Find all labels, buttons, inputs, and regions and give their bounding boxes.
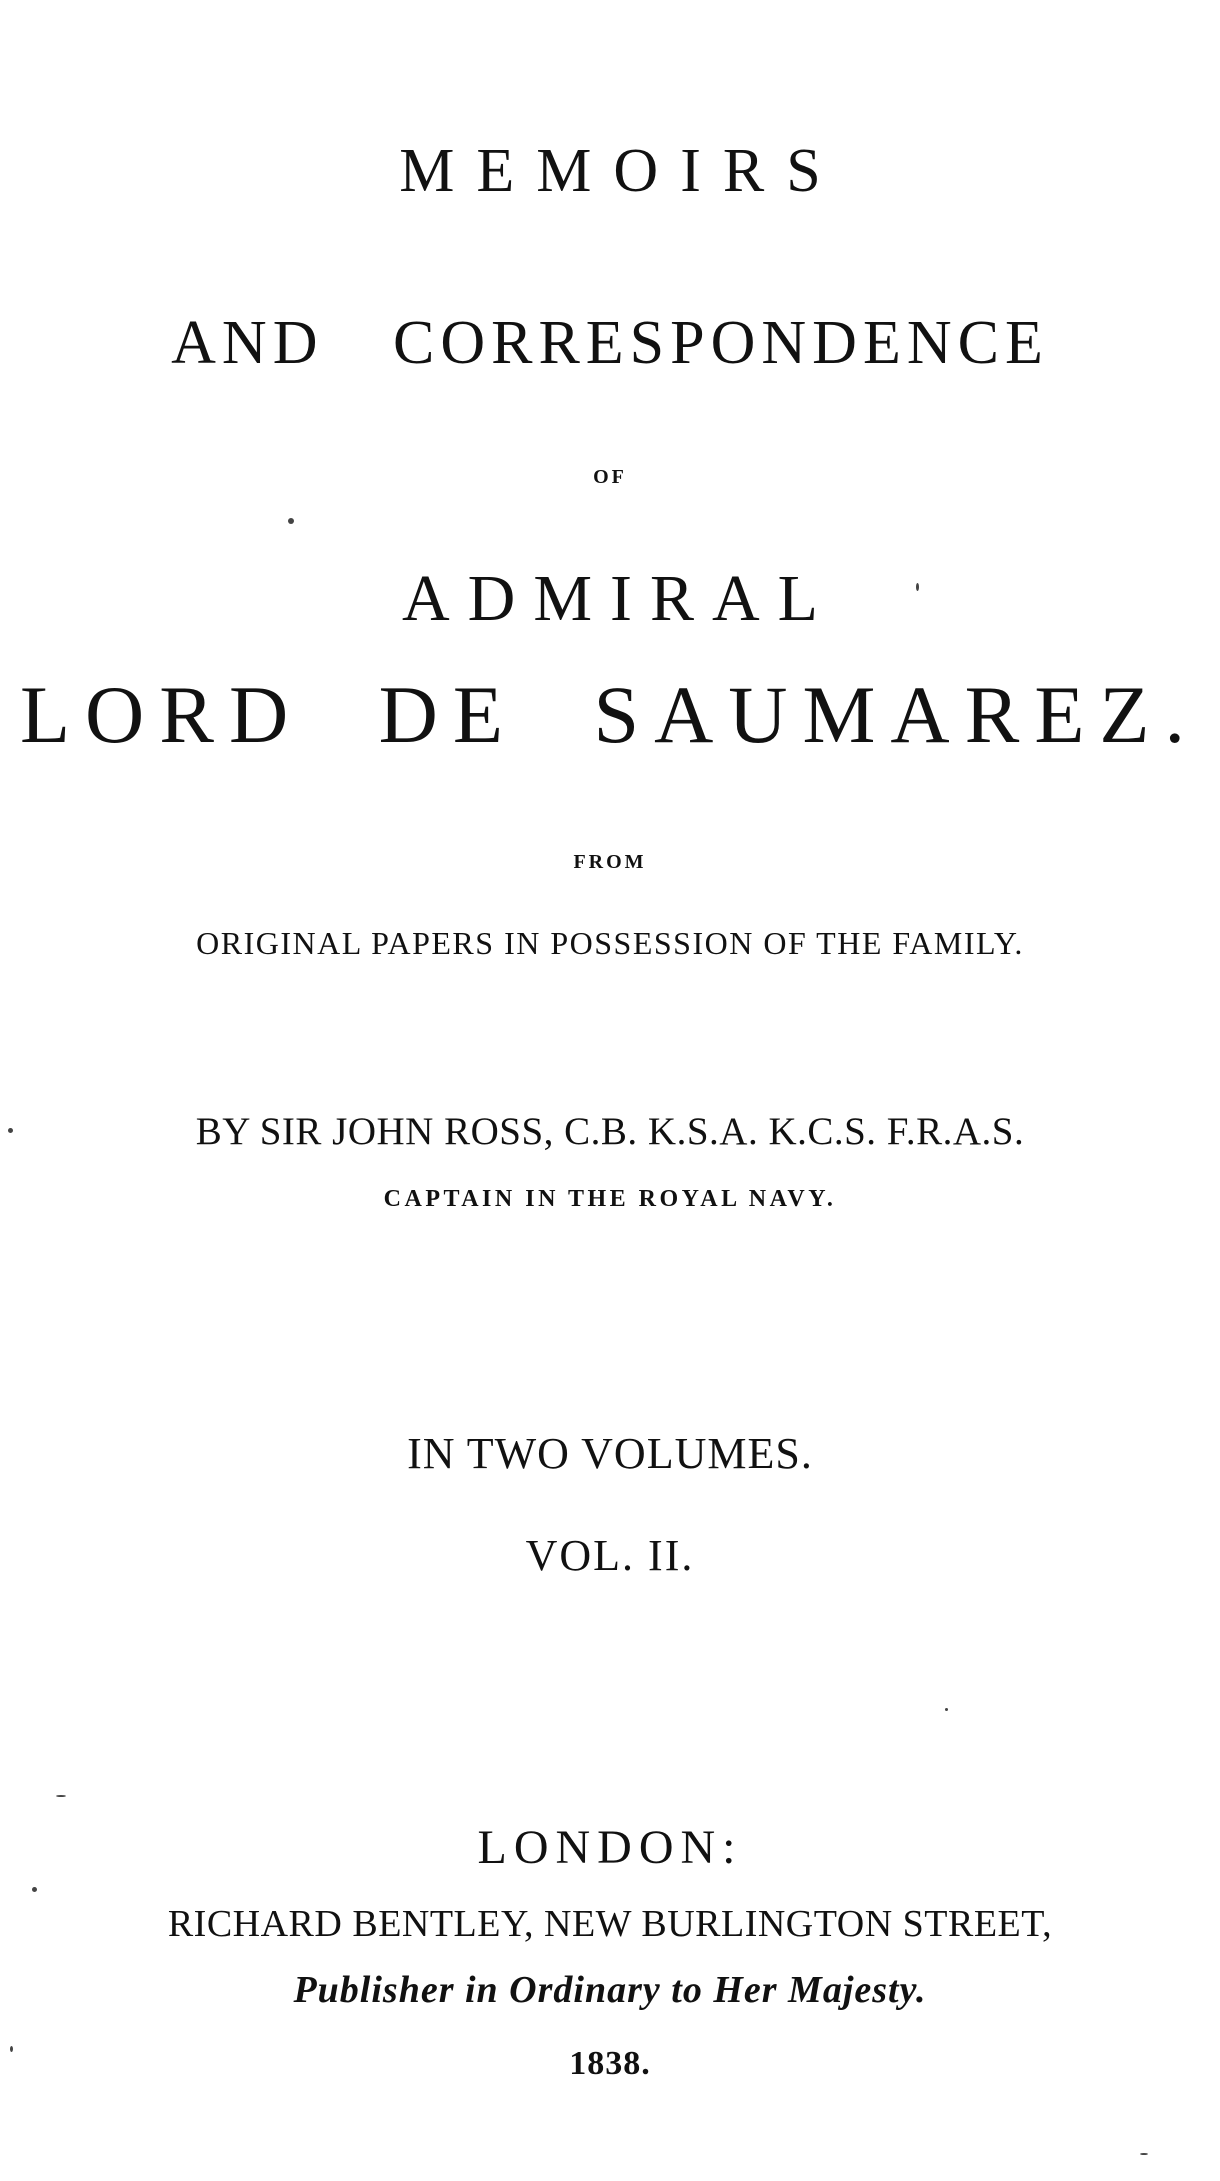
rank-admiral: ADMIRAL [402, 562, 836, 635]
connector-of: OF [593, 466, 627, 488]
volume-number: VOL. II. [525, 1531, 695, 1580]
imprint-year: 1838. [569, 2045, 651, 2082]
subject-name: LORD DE SAUMAREZ. [19, 669, 1201, 760]
source-line: ORIGINAL PAPERS IN POSSESSION OF THE FAMILY. [196, 925, 1024, 961]
scan-speck [10, 2046, 13, 2052]
scan-speck [8, 1128, 13, 1133]
volumes-count: IN TWO VOLUMES. [407, 1429, 813, 1478]
title-line-memoirs: MEMOIRS [399, 137, 843, 205]
title-line-correspondence: AND CORRESPONDENCE [171, 309, 1049, 377]
imprint-publisher-note: Publisher in Ordinary to Her Majesty. [293, 1969, 927, 2011]
connector-from: FROM [573, 851, 647, 873]
imprint-publisher: RICHARD BENTLEY, NEW BURLINGTON STREET, [167, 1903, 1053, 1945]
scan-speck [288, 518, 294, 524]
imprint-place: LONDON: [477, 1821, 743, 1874]
scan-speck [32, 1887, 37, 1892]
author-title: CAPTAIN IN THE ROYAL NAVY. [383, 1186, 837, 1212]
scan-speck [1140, 2153, 1148, 2155]
scan-speck [945, 1708, 948, 1711]
author-line: BY SIR JOHN ROSS, C.B. K.S.A. K.C.S. F.R.A.S. [195, 1110, 1025, 1153]
scan-speck [56, 1795, 66, 1797]
scan-speck [916, 583, 919, 591]
